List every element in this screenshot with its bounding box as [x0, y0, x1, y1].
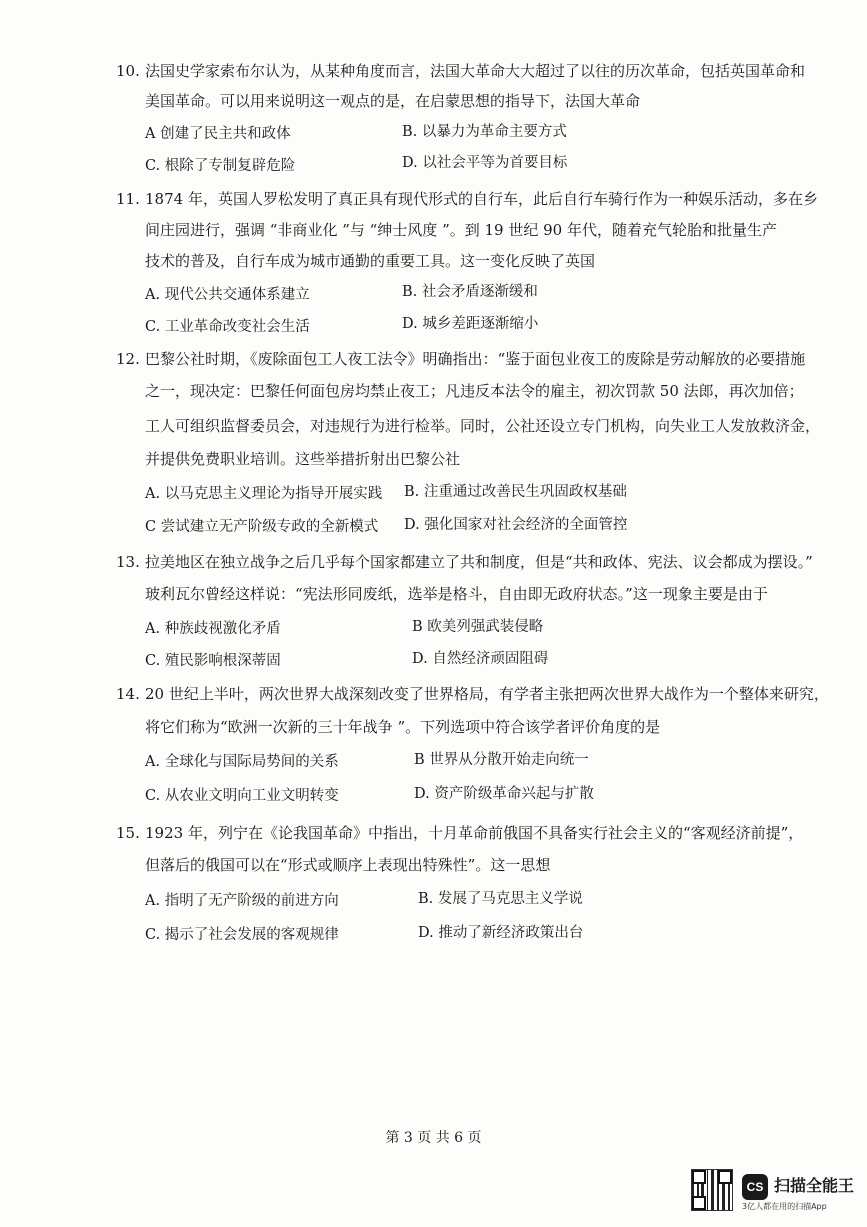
question-text-line: 间庄园进行，强调 “非商业化 ”与 “绅士风度 ”。到 19 世纪 90 年代，随着充气轮胎和批量生产 [145, 221, 777, 239]
camscanner-logo-icon: CS [742, 1174, 768, 1200]
qr-code-icon [692, 1170, 732, 1210]
option-a: A. 现代公共交通体系建立 [145, 287, 310, 303]
option-d: D. 资产阶级革命兴起与扩散 [414, 786, 594, 802]
option-b: B. 发展了马克思主义学说 [418, 891, 583, 907]
option-a: A. 指明了无产阶级的前进方向 [145, 893, 339, 909]
option-d: D. 以社会平等为首要目标 [402, 155, 568, 171]
question-text-line: 之一，现决定：巴黎任何面包房均禁止夜工；凡违反本法令的雇主，初次罚款 50 法郎，再次加倍； [145, 382, 804, 400]
option-a: A. 种族歧视激化矛盾 [145, 621, 281, 637]
question-number: 10. [116, 62, 140, 80]
option-b: B. 以暴力为革命主要方式 [402, 124, 567, 140]
question-number: 14. [116, 685, 140, 703]
question-text-line: 工人可组织监督委员会，对违规行为进行检举。同时，公社还设立专门机构，向失业工人发放救济金， [145, 417, 821, 435]
option-d: D. 推动了新经济政策出台 [418, 925, 584, 941]
question-number: 13. [116, 553, 140, 571]
question-text-line: 20 世纪上半叶，两次世界大战深刻改变了世界格局，有学者主张把两次世界大战作为一个整体来研究， [145, 685, 829, 703]
option-b: B 欧美列强武装侵略 [412, 619, 544, 635]
option-c: C 尝试建立无产阶级专政的全新模式 [145, 519, 379, 535]
question-text-line: 技术的普及，自行车成为城市通勤的重要工具。这一变化反映了英国 [145, 252, 596, 270]
app-name: 扫描全能王 [774, 1176, 855, 1195]
option-a: A. 以马克思主义理论为指导开展实践 [145, 486, 383, 502]
question-number: 15. [116, 824, 140, 842]
question-text-line: 1923 年，列宁在《论我国革命》中指出，十月革命前俄国不具备实行社会主义的“客观经济前提”， [145, 824, 804, 842]
option-c: C. 从农业文明向工业文明转变 [145, 788, 339, 804]
question-text-line: 美国革命。可以用来说明这一观点的是，在启蒙思想的指导下，法国大革命 [145, 92, 641, 110]
option-c: C. 工业革命改变社会生活 [145, 319, 310, 335]
option-b: B 世界从分散开始走向统一 [414, 752, 589, 768]
question-text-line: 并提供免费职业培训。这些举措折射出巴黎公社 [145, 450, 461, 468]
option-a: A 创建了民主共和政体 [145, 126, 291, 142]
option-d: D. 城乡差距逐渐缩小 [402, 316, 539, 332]
option-a: A. 全球化与国际局势间的关系 [145, 754, 339, 770]
question-text-line: 拉美地区在独立战争之后几乎每个国家都建立了共和制度，但是“共和政体、宪法、议会都成为摆设。” [145, 553, 813, 571]
app-tagline: 3亿人都在用的扫描App [742, 1202, 827, 1211]
option-d: D. 自然经济顽固阻碍 [412, 651, 549, 667]
question-text-line: 巴黎公社时期，《废除面包工人夜工法令》明确指出：“鉴于面包业夜工的废除是劳动解放的必要措施 [145, 350, 806, 368]
option-b: B. 社会矛盾逐渐缓和 [402, 284, 538, 300]
question-text-line: 但落后的俄国可以在“形式或顺序上表现出特殊性”。这一思想 [145, 856, 551, 874]
question-text-line: 法国史学家索布尔认为，从某种角度而言，法国大革命大大超过了以往的历次革命，包括英国革命和 [145, 62, 806, 80]
option-c: C. 揭示了社会发展的客观规律 [145, 927, 339, 943]
option-c: C. 根除了专制复辟危险 [145, 158, 296, 174]
question-text-line: 将它们称为“欧洲一次新的三十年战争 ”。下列选项中符合该学者评价角度的是 [145, 718, 661, 736]
question-text-line: 1874 年，英国人罗松发明了真正具有现代形式的自行车，此后自行车骑行作为一种娱乐活动，多在乡 [145, 190, 818, 208]
scanner-watermark [692, 1170, 855, 1216]
page-number: 第 3 页 共 6 页 [385, 1130, 482, 1146]
option-c: C. 殖民影响根深蒂固 [145, 653, 281, 669]
question-text-line: 玻利瓦尔曾经这样说：“宪法形同废纸，选举是格斗，自由即无政府状态。”这一现象主要是由于 [145, 585, 768, 603]
option-d: D. 强化国家对社会经济的全面管控 [404, 517, 628, 533]
question-number: 12. [116, 350, 140, 368]
option-b: B. 注重通过改善民生巩固政权基础 [404, 484, 627, 500]
question-number: 11. [116, 190, 140, 208]
